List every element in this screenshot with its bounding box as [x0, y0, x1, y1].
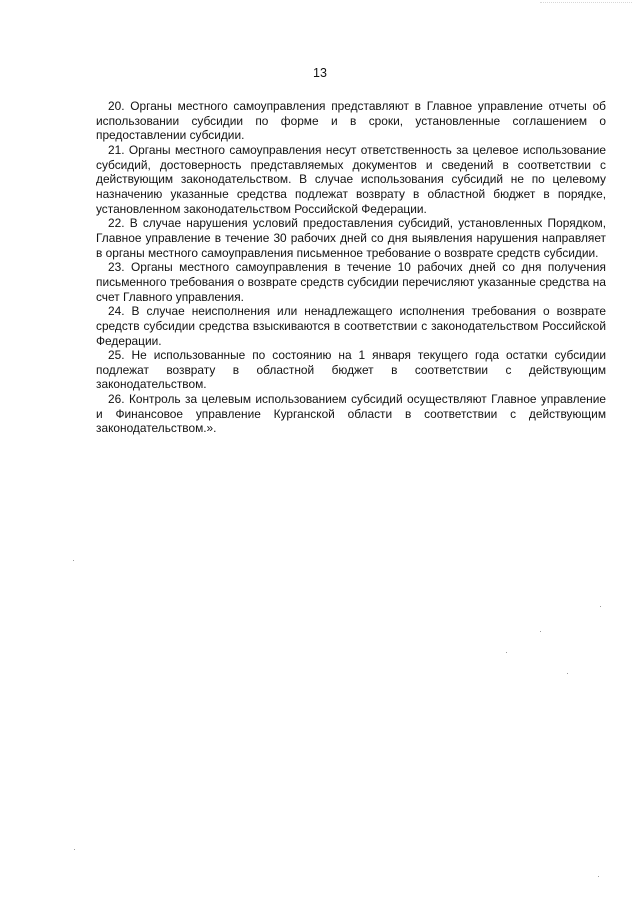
- paragraph-21: 21. Органы местного самоуправления несут ответственность за целевое использование субсидий, достоверность представляемых документов и сведений в соответствии с действующим законодательством. В случае использования субсидий не по целевому назначению указанные средства подлежат возврату в областной бюджет в порядке, установленном законодательством Российской Федерации.: [96, 142, 606, 216]
- paragraph-23: 23. Органы местного самоуправления в течение 10 рабочих дней со дня получения письменного требования о возврате средств субсидии перечисляют указанные средства на счет Главного управления.: [96, 260, 606, 304]
- paragraph-25: 25. Не использованные по состоянию на 1 января текущего года остатки субсидии подлежат возврату в областной бюджет в соответствии с действующим законодательством.: [96, 348, 606, 392]
- scan-speck: [540, 631, 541, 632]
- scan-speck: [567, 673, 568, 674]
- scan-speck: [598, 876, 599, 877]
- page-number: 13: [313, 66, 327, 80]
- scan-speck: [73, 560, 74, 561]
- paragraph-26: 26. Контроль за целевым использованием субсидий осуществляют Главное управление и Финансовое управление Курганской области в соответствии с действующим законодательством.».: [96, 392, 606, 436]
- document-body: [96, 99, 606, 436]
- scan-speck: [74, 849, 75, 850]
- scan-edge-mark: [540, 2, 632, 5]
- scan-speck: [600, 606, 601, 607]
- scan-speck: [506, 652, 507, 653]
- paragraph-20: 20. Органы местного самоуправления представляют в Главное управление отчеты об использовании субсидии по форме и в сроки, установленные соглашением о предоставлении субсидии.: [96, 99, 606, 143]
- paragraph-22: 22. В случае нарушения условий предоставления субсидий, установленных Порядком, Главное управление в течение 30 рабочих дней со дня выявления нарушения направляет в органы местного самоуправления письменное требование о возврате средств субсидии.: [96, 216, 606, 260]
- paragraph-24: 24. В случае неисполнения или ненадлежащего исполнения требования о возврате средств субсидии средства взыскиваются в соответствии с законодательством Российской Федерации.: [96, 304, 606, 348]
